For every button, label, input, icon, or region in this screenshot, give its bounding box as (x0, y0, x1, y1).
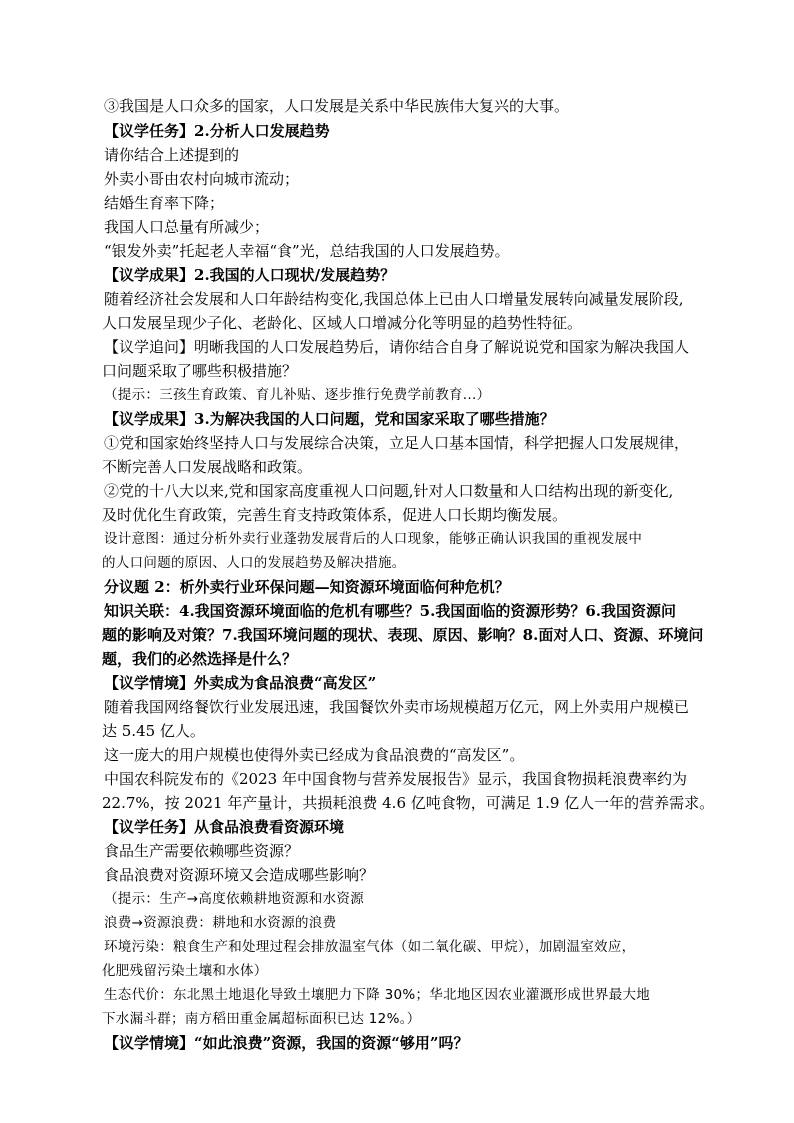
knowledge-link-line: 题，我们的必然选择是什么？ (102, 650, 298, 668)
design-intent-line: 的人口问题的原因、人口的发展趋势及解决措施。 (102, 555, 406, 571)
text-line: 中国农科院发布的《2023 年中国食物与营养发展报告》显示，我国食物损耗浪费率约为 (104, 770, 687, 788)
section-heading: 【议学情境】外卖成为食品浪费“高发区” (104, 674, 377, 692)
text-line: 及时优化生育政策，完善生育支持政策体系，促进人口长期均衡发展。 (102, 506, 568, 524)
text-line: ③我国是人口众多的国家，人口发展是关系中华民族伟大复兴的大事。 (104, 97, 570, 115)
sub-topic-heading: 分议题 2：析外卖行业环保问题—知资源环境面临何种危机？ (104, 578, 510, 596)
text-line: ②党的十八大以来,党和国家高度重视人口问题,针对人口数量和人口结构出现的新变化, (104, 482, 674, 500)
text-line: 【议学追问】明晰我国的人口发展趋势后，请你结合自身了解说说党和国家为解决我国人 (104, 338, 690, 356)
text-line: 人口发展呈现少子化、老龄化、区域人口增减分化等明显的趋势性特征。 (102, 314, 583, 332)
section-heading: 【议学任务】2.分析人口发展趋势 (104, 122, 330, 140)
hint-line: 生态代价：东北黑土地退化导致土壤肥力下降 30%；华北地区因农业灌溉形成世界最大地 (104, 987, 651, 1003)
text-line: 我国人口总量有所减少； (104, 218, 270, 236)
text-line: 结婚生育率下降； (104, 194, 225, 212)
text-line: 随着我国网络餐饮行业发展迅速，我国餐饮外卖市场规模超万亿元，网上外卖用户规模已 (104, 698, 690, 716)
text-line: 外卖小哥由农村向城市流动； (104, 170, 300, 188)
hint-line: （提示：三孩生育政策、育儿补贴、逐步推行免费学前教育...） (104, 387, 491, 403)
text-line: 请你结合上述提到的 (104, 146, 240, 164)
section-heading: 【议学成果】3.为解决我国的人口问题，党和国家采取了哪些措施？ (104, 410, 555, 428)
hint-line: （提示：生产→高度依赖耕地资源和水资源 (104, 891, 365, 907)
text-line: 食品生产需要依赖哪些资源？ (104, 842, 300, 860)
text-line: 这一庞大的用户规模也使得外卖已经成为食品浪费的“高发区”。 (104, 746, 525, 764)
design-intent-line: 设计意图：通过分析外卖行业蓬勃发展背后的人口现象，能够正确认识我国的重视发展中 (104, 531, 643, 547)
text-line: 口问题采取了哪些积极措施？ (102, 362, 298, 380)
section-heading: 【议学情境】“如此浪费”资源，我国的资源“够用”吗？ (104, 1034, 469, 1052)
text-line: 达 5.45 亿人。 (102, 722, 205, 740)
text-line: ①党和国家始终坚持人口与发展综合决策，立足人口基本国情，科学把握人口发展规律， (104, 434, 690, 452)
hint-line: 浪费→资源浪费：耕地和水资源的浪费 (104, 915, 337, 931)
knowledge-link-line: 知识关联：4.我国资源环境面临的危机有哪些？5.我国面临的资源形势？6.我国资源问 (104, 602, 676, 620)
text-line: 不断完善人口发展战略和政策。 (102, 458, 313, 476)
text-line: 食品浪费对资源环境又会造成哪些影响？ (104, 866, 375, 884)
text-line: “银发外卖”托起老人幸福“食”光，总结我国的人口发展趋势。 (104, 242, 510, 260)
text-line: 22.7%，按 2021 年产量计，共损耗浪费 4.6 亿吨食物，可满足 1.9 亿人一年的营养需求。 (102, 794, 715, 812)
section-heading: 【议学任务】从食品浪费看资源环境 (104, 818, 345, 836)
hint-line: 化肥残留污染土壤和水体） (102, 963, 268, 979)
hint-line: 环境污染：粮食生产和处理过程会排放温室气体（如二氧化碳、甲烷），加剧温室效应， (104, 939, 636, 955)
text-line: 随着经济社会发展和人口年龄结构变化,我国总体上已由人口增量发展转向减量发展阶段, (104, 290, 684, 308)
hint-line: 下水漏斗群；南方稻田重金属超标面积已达 12%。） (102, 1011, 421, 1027)
section-heading: 【议学成果】2.我国的人口现状/发展趋势？ (104, 266, 396, 284)
knowledge-link-line: 题的影响及对策？7.我国环境问题的现状、表现、原因、影响？8.面对人口、资源、环境问 (102, 626, 704, 644)
